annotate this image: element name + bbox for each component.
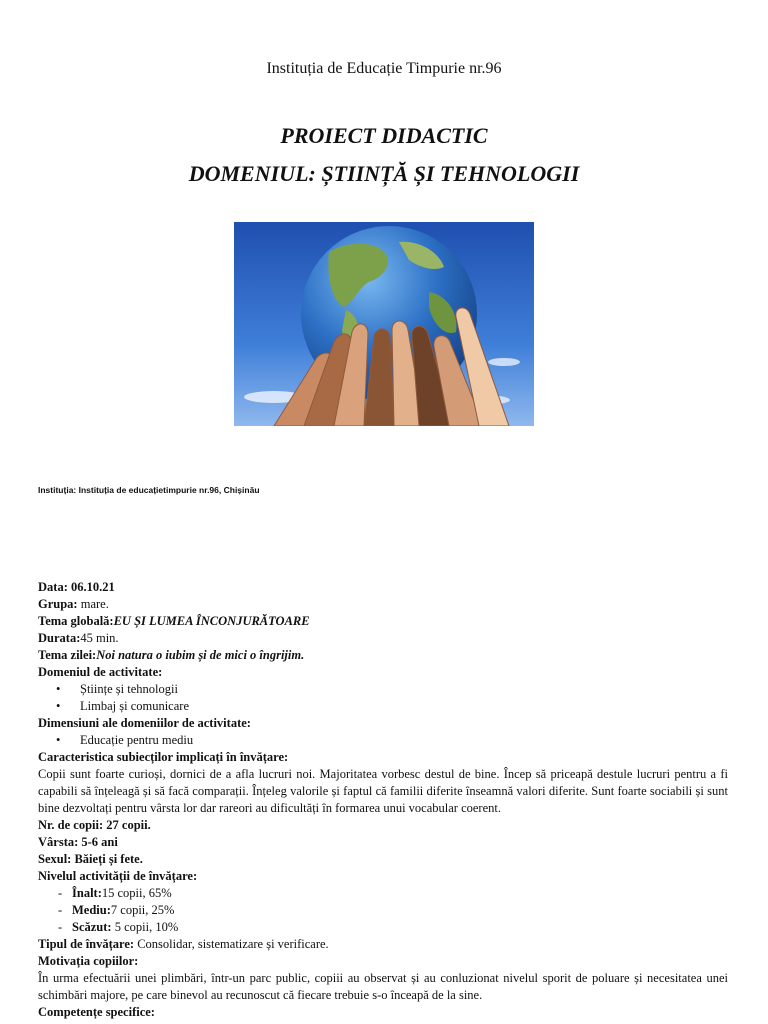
tema-globala-field	[38, 613, 728, 630]
list-item	[58, 885, 728, 902]
data-field: Data: 06.10.21	[38, 580, 115, 594]
list-item: • Educație pentru mediu	[68, 732, 728, 749]
dimensiuni-label: Dimensiuni ale domeniilor de activitate:	[38, 716, 251, 730]
nr-copii-field: Nr. de copii: 27 copii.	[38, 818, 151, 832]
nivelul-list	[38, 885, 728, 936]
list-item: • Limbaj și comunicare	[68, 698, 728, 715]
sexul-field: Sexul: Băieți și fete.	[38, 852, 143, 866]
durata-value: 45 min.	[80, 631, 119, 645]
grupa-field	[38, 596, 728, 613]
tema-zilei-value: Noi natura o iubim și de mici o îngrijim.	[96, 648, 305, 662]
caracteristica-text: Copii sunt foarte curioși, dornici de a afla lucruri noi. Majoritatea vorbesc destul de bine. Încep să priceapă destule lucruri pentru a fi capabili să înțeleagă și să facă comparații. Înțeleg valorile și faptul că familii diferite înseamnă valori diferite. Sunt foarte sociabili și sunt bine dezvoltați pentru vârsta lor dar rareori au dificultăți în formarea unui vocabular coerent.	[38, 767, 728, 815]
level-value: 15 copii, 65%	[101, 886, 172, 900]
level-label: Scăzut:	[72, 920, 112, 934]
project-details	[38, 579, 728, 1021]
domain-title: DOMENIUL: ȘTIINȚĂ ȘI TEHNOLOGII	[188, 161, 580, 186]
motivatia-label: Motivația copiilor:	[38, 954, 139, 968]
level-label: Mediu:	[72, 903, 111, 917]
durata-field	[38, 630, 728, 647]
caracteristica-label: Caracteristica subiecților implicați în învățare:	[38, 750, 289, 764]
dimensiuni-list	[38, 732, 728, 749]
level-value: 5 copii, 10%	[111, 920, 179, 934]
domeniul-label: Domeniul de activitate:	[38, 665, 163, 679]
hands-globe-image	[234, 222, 534, 426]
durata-label: Durata:	[38, 631, 81, 645]
varsta-field: Vârsta: 5-6 ani	[38, 835, 118, 849]
grupa-label: Grupa:	[38, 597, 78, 611]
domeniul-list	[38, 681, 728, 715]
level-label: Înalt:	[72, 886, 102, 900]
competente-label: Competențe specifice:	[38, 1005, 155, 1019]
grupa-value: mare.	[77, 597, 109, 611]
institution-line: Instituția: Instituția de educațietimpurie nr.96, Chișinău	[38, 485, 260, 495]
tema-globala-value: EU ȘI LUMEA ÎNCONJURĂTOARE	[113, 614, 310, 628]
tema-zilei-field	[38, 647, 728, 664]
tipul-value: Consolidar, sistematizare și verificare.	[134, 937, 329, 951]
nivelul-label: Nivelul activității de învățare:	[38, 869, 198, 883]
tema-zilei-label: Tema zilei:	[38, 648, 97, 662]
tipul-field	[38, 936, 728, 953]
motivatia-text: În urma efectuării unei plimbări, într-un parc public, copiii au observat și au conluzionat nivelul sporit de poluare și necesitatea unei schimbări majore, pe care binevol au recunoscut că fiecare trebuie s-o înceapă de la sine.	[38, 971, 728, 1002]
tema-globala-label: Tema globală:	[38, 614, 114, 628]
list-item	[58, 902, 728, 919]
tipul-label: Tipul de învățare:	[38, 937, 135, 951]
institution-header: Instituția de Educație Timpurie nr.96	[266, 60, 502, 77]
list-item	[58, 919, 728, 936]
list-item: • Științe și tehnologii	[68, 681, 728, 698]
level-value: 7 copii, 25%	[110, 903, 175, 917]
document-title: PROIECT DIDACTIC	[280, 123, 488, 148]
